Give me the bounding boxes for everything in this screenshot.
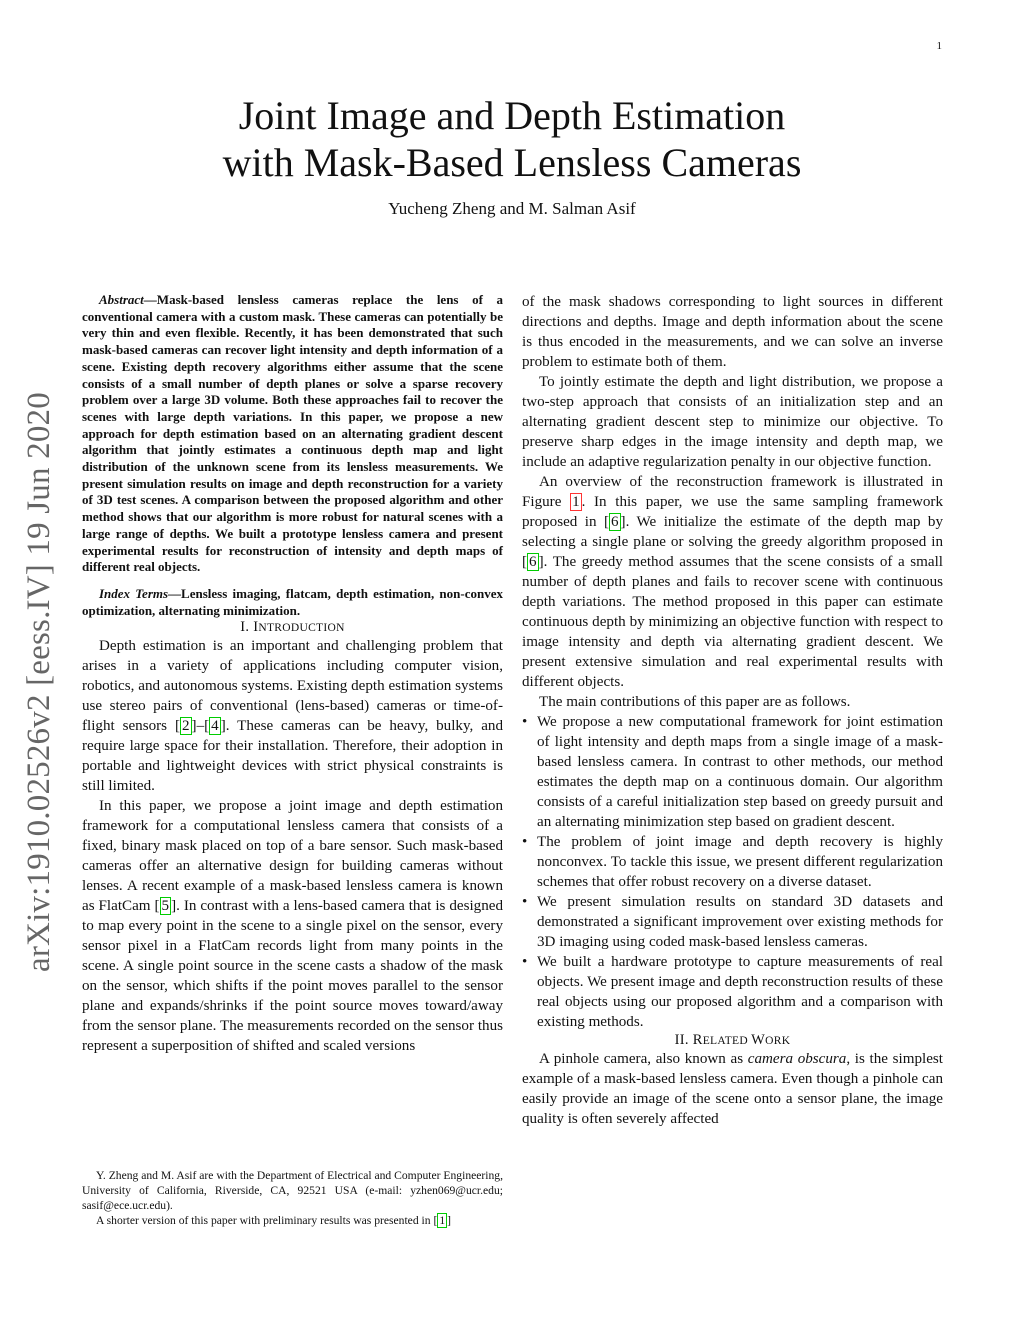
intro-paragraph-2: In this paper, we propose a joint image and depth estimation framework for a computational lensless camera that consists of a fixed, binary mask placed on top of a bare sensor. Such mask-based cameras offer an alternative design for building cameras without lenses. A recent example of a mask-based lensless camera is known as FlatCam [ 5 ]. In contrast with a lens-based camera that is designed to map every point in the scene to a single pixel on the sensor, every sensor pixel in a FlatCam records light from many points in the scene. A single point source in the scene casts a shadow of the mask on the sensor, which shifts if the point moves parallel to the sensor plane and expands/shrinks if the point source moves toward/away from the sensor plane. The measurements recorded on the sensor thus represent a superposition of shifted and scaled versions xyxy=(82,798,504,1055)
citation-link[interactable]: 6 xyxy=(529,554,537,570)
bullet-icon: • xyxy=(522,714,528,730)
authors: Yucheng Zheng and M. Salman Asif xyxy=(388,199,636,218)
list-item xyxy=(522,712,943,832)
section-heading-related-work xyxy=(522,1032,943,1049)
title-line-1: Joint Image and Depth Estimation xyxy=(238,93,786,138)
paragraph-overview: An overview of the reconstruction framework is illustrated in Figure 1 . In this paper, we use the same sampling framework proposed in [ 6 ]. We initialize the estimate of the depth map by selecting a single plane or solving the greedy algorithm proposed in [ 6 ]. The greedy method assumes that the scene consists of a small number of depth planes and fails to recover scene with continuous depth variations. The method proposed in this paper can estimate continuous depth by minimizing an objective function with respect to image intensity and depth via alternating gradient descent. We present extensive simulation and real experimental results with different objects. xyxy=(522,474,943,690)
text-run: , is the simplest example of a mask-based lensless camera. Even though a pinhole can easily provide an image of the scene onto a sensor plane, the image quality is often severely affected xyxy=(522,1051,943,1127)
section-numeral: II. xyxy=(674,1032,693,1048)
page-number: 1 xyxy=(936,40,942,52)
section-heading-initial: R xyxy=(692,1032,703,1048)
section-heading-rest: NTRODUCTION xyxy=(258,622,345,635)
list-item-text: We built a hardware prototype to capture measurements of real objects. We present image and depth reconstruction results of these real objects using our proposed algorithm and a comparison with existing methods. xyxy=(537,954,943,1030)
title-line-2: with Mask-Based Lensless Cameras xyxy=(222,140,802,185)
index-terms-text: —Lensless imaging, flatcam, depth estimation, non-convex optimization, alternating minimization. xyxy=(82,585,503,618)
paragraph-approach: To jointly estimate the depth and light distribution, we propose a two-step approach that consists of an initialization step and an alternating gradient descent step to minimize our objective. To preserve sharp edges in the image intensity and depth map, we include an adaptive regularization penalty in our objective function. xyxy=(522,374,943,470)
section-heading-initial: I xyxy=(253,619,259,636)
section-heading-rest: ORK xyxy=(765,1035,791,1047)
section-heading-initial: W xyxy=(751,1032,766,1048)
list-item-text: We propose a new computational framework for joint estimation of light intensity and depth maps from a single image of a mask-based lensless camera. In contrast to other methods, our method estimates the depth map on a continuous domain. Our algorithm consists of a careful initialization step based on greedy pursuit and an alternating minimization step based on gradient descent. xyxy=(537,714,943,830)
bullet-icon: • xyxy=(522,894,528,910)
footnotes xyxy=(82,1168,503,1228)
text-run: Depth estimation is an important and challenging problem that arises in a variety of applications including computer vision, robotics, and autonomous systems. Existing depth estimation systems use stereo pairs of conventional (lens-based) cameras or time-of-flight sensors xyxy=(82,638,503,735)
section-heading-rest: ELATED xyxy=(702,1035,752,1047)
paragraph-continued: of the mask shadows corresponding to light sources in different directions and depths. Image and depth information about the scene is thus encoded in the measurements, and we can solve an inverse problem to estimate both of them. xyxy=(522,294,943,370)
text-run: An overview of the reconstruction framework is illustrated in Figure xyxy=(522,474,943,510)
paper-title xyxy=(0,92,1024,186)
left-column xyxy=(82,292,503,1056)
index-terms xyxy=(82,586,503,619)
section-heading-introduction xyxy=(82,619,503,636)
citation-link[interactable]: 4 xyxy=(211,718,219,735)
list-item xyxy=(522,952,943,1032)
text-run: . In this paper, we use the same sampling framework proposed in xyxy=(522,494,943,530)
abstract-label: Abstract xyxy=(99,292,144,307)
text-run: . In contrast with a lens-based camera that is designed to map every point in the scene to a single pixel on the sensor, every sensor pixel in a FlatCam records light from many points in the scene. A single point source in the scene casts a shadow of the mask on the sensor, which shifts if the point moves parallel to the sensor plane and expands/shrinks if the point source moves toward/away from the sensor plane. The measurements recorded on the sensor thus represent a superposition of shifted and scaled versions xyxy=(82,898,504,1055)
text-run: . These cameras can be heavy, bulky, and require large space for their installation. Therefore, their adoption in portable and lightweight devices with strict physical constraints is still limited. xyxy=(82,718,503,795)
list-item xyxy=(522,832,943,892)
text-run: A shorter version of this paper with preliminary results was presented in xyxy=(96,1214,434,1227)
emphasis: camera obscura xyxy=(747,1051,847,1067)
citation-link[interactable]: 6 xyxy=(611,514,619,530)
text-run: In this paper, we propose a joint image and depth estimation framework for a computational lensless camera that consists of a fixed, binary mask placed on top of a bare sensor. Such mask-based cameras offer an alternative design for building cameras without lenses. A recent example of a mask-based lensless camera is known as FlatCam xyxy=(82,798,503,915)
paragraph-contributions-intro: The main contributions of this paper are as follows. xyxy=(539,694,851,710)
citation-link[interactable]: 2 xyxy=(181,718,190,735)
intro-paragraph-1: Depth estimation is an important and challenging problem that arises in a variety of applications including computer vision, robotics, and autonomous systems. Existing depth estimation systems use stereo pairs of conventional (lens-based) cameras or time-of-flight sensors [ 2 ]–[ 4 ]. These cameras can be heavy, bulky, and require large space for their installation. Therefore, their adoption in portable and lightweight devices with strict physical constraints is still limited. xyxy=(82,638,503,795)
list-item xyxy=(522,892,943,952)
bullet-icon: • xyxy=(522,954,528,970)
contributions-list xyxy=(522,712,943,1032)
text-run: . The greedy method assumes that the scene consists of a small number of depth planes and fails to recover scene with continuous depth variations. The method proposed in this paper can estimate continuous depth by minimizing an objective function with respect to image intensity and depth via alternating gradient descent. We present extensive simulation and real experimental results with different objects. xyxy=(522,554,943,690)
footnote-affiliation: Y. Zheng and M. Asif are with the Department of Electrical and Computer Engineering, University of California, Riverside, CA, 92521 USA (e-mail: yzhen069@ucr.edu; sasif@ece.ucr.edu). xyxy=(82,1169,503,1212)
abstract-text: —Mask-based lensless cameras replace the lens of a conventional camera with a custom mask. These cameras can potentially be very thin and even flexible. Recently, it has been demonstrated that such mask-based cameras can recover light intensity and depth information of a scene. Existing depth recovery algorithms either assume that the scene consists of a small number of depth planes or solve a sparse recovery problem over a large 3D volume. Both these approaches fail to recover the scenes with large depth variations. In this paper, we propose a new approach for depth estimation based on an alternating gradient descent algorithm that jointly estimates a continuous depth map and light distribution of the unknown scene from its lensless measurements. We present simulation results on image and depth reconstruction for a variety of 3D test scenes. A comparison between the proposed algorithm and other method shows that our algorithm is more robust for natural scenes with a large range of depths. We built a prototype lensless camera and present experimental results for reconstruction of intensity and depth maps of different real objects. xyxy=(82,292,503,575)
section-numeral: I. xyxy=(240,619,254,636)
related-work-paragraph xyxy=(522,1049,943,1129)
bullet-icon: • xyxy=(522,834,528,850)
index-terms-label: Index Terms xyxy=(99,585,169,601)
list-item-text: The problem of joint image and depth recovery is highly nonconvex. To tackle this issue, we present different regularization schemes that offer robust recovery on a diverse dataset. xyxy=(537,834,943,890)
footnote-prior-version: A shorter version of this paper with preliminary results was presented in [ 1 ] xyxy=(96,1214,451,1227)
citation-link[interactable]: 1 xyxy=(439,1214,446,1227)
abstract xyxy=(82,292,503,576)
text-run: – xyxy=(196,718,205,735)
text-run: . We initialize the estimate of the depth map by selecting a single plane or solving the greedy algorithm proposed in xyxy=(522,514,943,550)
text-run: A pinhole camera, also known as xyxy=(539,1051,748,1067)
right-column xyxy=(522,292,943,1129)
list-item-text: We present simulation results on standard 3D datasets and demonstrated a significant improvement over existing methods for 3D imaging using coded mask-based lensless cameras. xyxy=(537,894,943,950)
citation-link[interactable]: 5 xyxy=(161,898,170,915)
figure-link[interactable]: 1 xyxy=(572,494,580,510)
arxiv-identifier: arXiv:1910.02526v2 [eess.IV] 19 Jun 2020 xyxy=(21,392,57,972)
